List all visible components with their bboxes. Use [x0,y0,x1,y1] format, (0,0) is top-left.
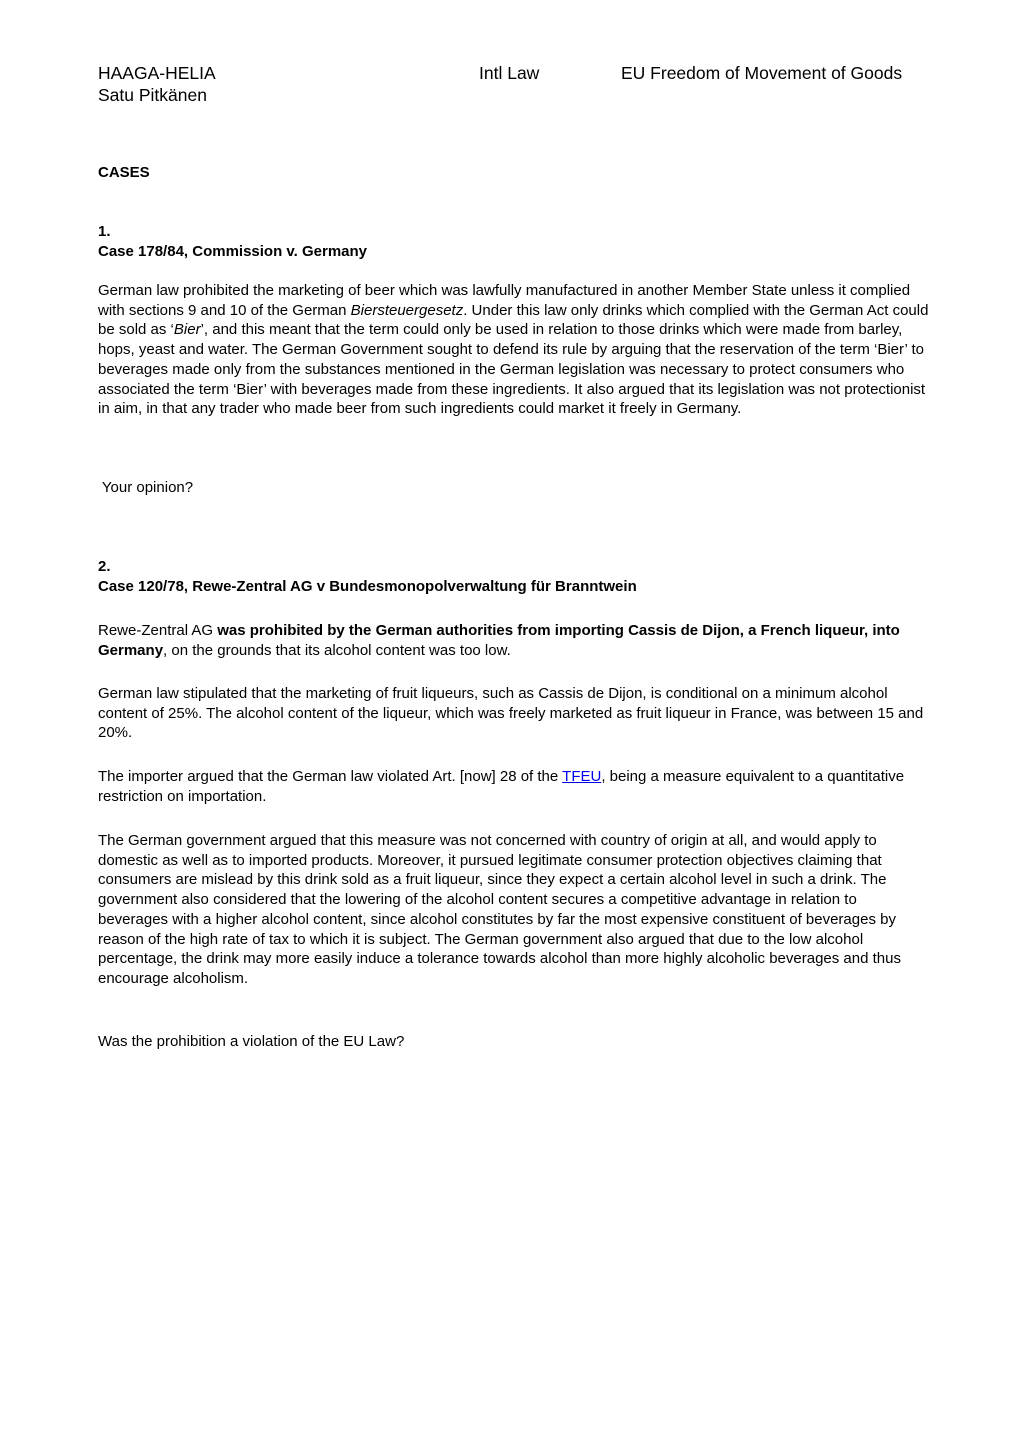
case-2-intro-part: Rewe-Zentral AG [98,622,218,639]
page-header [98,62,928,105]
header-author: Satu Pitkänen [98,85,207,105]
case-1-paragraph [98,281,930,419]
case-2-para3-part: , being a measure equivalent to a quantitative restriction on importation. [98,768,905,805]
case-2-number: 2. [98,558,111,575]
case-1-italic-term: Biersteuergesetz [350,301,464,319]
case-2-para3-part: The importer argued that the German law violated Art. [now] 28 of the [98,768,563,785]
case-1-number: 1. [98,223,111,240]
case-1-text-part: German law prohibited the marketing of beer which was lawfully manufactured in another Member State unless it complied with sections 9 and 10 of the German [98,282,911,319]
section-title: CASES [98,164,150,181]
case-2-intro-bold: was prohibited by the German authorities from importing Cassis de Dijon, a French liqueur, into Germany [98,622,900,659]
tfeu-link[interactable]: TFEU [562,768,602,785]
header-course: Intl Law [479,63,540,83]
case-2-intro [98,621,930,660]
header-organization: HAAGA-HELIA [98,63,216,83]
case-1-text-part: . Under this law only drinks which complied with the German Act could be sold as ‘ [98,301,929,339]
case-1-title: Case 178/84, Commission v. Germany [98,243,368,260]
case-2-question: Was the prohibition a violation of the EU Law? [98,1033,405,1050]
case-1-question: Your opinion? [98,479,194,496]
case-1-text-part: ’, and this meant that the term could only be used in relation to those drinks which were made from barley, hops, yeast and water. The German Government sought to defend its rule by arguing that the reservation of the term ‘Bier’ to beverages made only from the substances mentioned in the German legislation was necessary to protect consumers who associated the term ‘Bier’ with beverages made from these ingredients. It also argued that its legislation was not protectionist in aim, in that any trader who made beer from such ingredients could market it freely in Germany. [98,321,926,418]
case-2-paragraph-2: German law stipulated that the marketing of fruit liqueurs, such as Cassis de Dijon, is conditional on a minimum alcohol content of 25%. The alcohol content of the liqueur, which was freely marketed as fruit liqueur in France, was between 15 and 20%. [98,685,924,742]
case-1-italic-term: Bier [173,321,201,339]
case-2-title: Case 120/78, Rewe-Zentral AG v Bundesmonopolverwaltung für Branntwein [98,578,637,595]
header-topic: EU Freedom of Movement of Goods [621,63,903,83]
case-2-paragraph-4: The German government argued that this measure was not concerned with country of origin at all, and would apply to domestic as well as to imported products. Moreover, it pursued legitimate consumer protection objectives claiming that consumers are mislead by this drink sold as a fruit liqueur, since they expect a certain alcohol level in such a drink. The government also considered that the lowering of the alcohol content secures a competitive advantage in relation to beverages with a higher alcohol content, since alcohol constitutes by far the most expensive constituent of beverages by reason of the high rate of tax to which it is subject. The German government also argued that due to the low alcohol percentage, the drink may more easily induce a tolerance towards alcohol than more highly alcoholic beverages and thus encourage alcoholism. [98,832,901,987]
case-2-intro-part: , on the grounds that its alcohol content was too low. [163,641,511,659]
case-2-paragraph-3 [98,767,930,806]
